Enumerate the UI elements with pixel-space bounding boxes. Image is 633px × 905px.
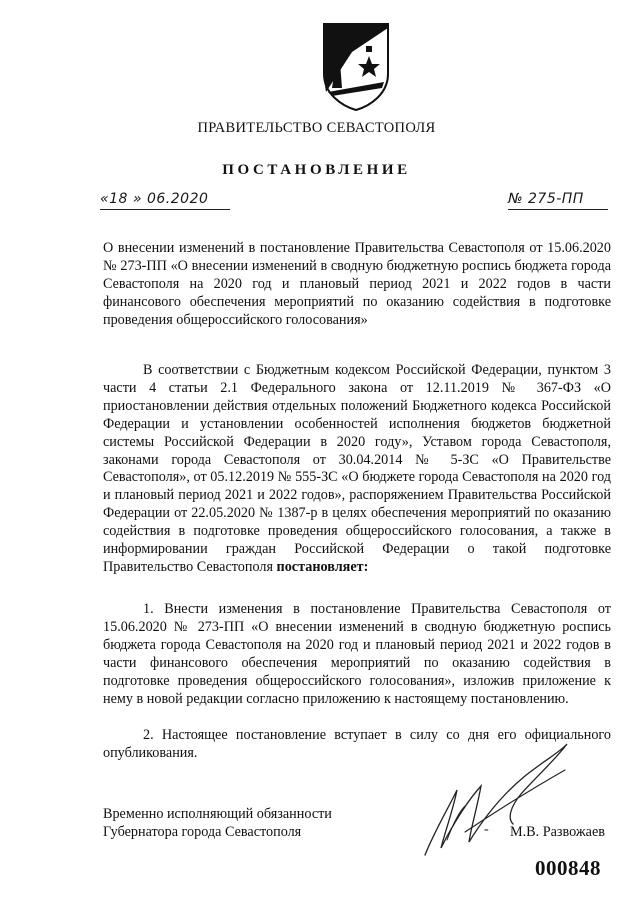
decree-item-1: 1. Внести изменения в постановление Правительства Севастополя от 15.06.2020 № 273-ПП «О внесении изменений в сводную бюджетную роспись бюджета города Севастополя на 2020 год и плановый период 2021 и 2022 годов в части финансового обеспечения мероприятий по оказанию содействия в подготовке проведения общероссийского голосования», изложив приложение к нему в новой редакции согласно приложению к настоящему постановлению. (103, 601, 611, 707)
serial-number: 000848 (535, 856, 601, 880)
handwritten-signature-icon (395, 720, 595, 870)
coat-of-arms-icon (322, 22, 390, 112)
decree-item-2: 2. Настоящее постановление вступает в силу со дня его официального опубликования. (103, 727, 611, 761)
decree-word: постановляет (276, 558, 364, 575)
preamble-text: В соответствии с Бюджетным кодексом Российской Федерации, пунктом 3 части 4 статьи 2.1 Федерального закона от 12.11.2019 № 367-ФЗ «О приостановлении действия отдельных положений Бюджетного кодекса Российской Федерации и установлении особенностей исполнения бюджетов бюджетной системы Российской Федерации в 2020 году», Уставом города Севастополя, законами города Севастополя от 30.04.2014 № 5-ЗС «О Правительстве Севастополя», от 05.12.2019 № 555-ЗС «О бюджете города Севастополя на 2020 год и плановый период 2021 и 2022 годов», распоряжением Правительства Российской Федерации от 22.05.2020 № 1387-р в целях обеспечения мероприятий по оказанию содействия в подготовке проведения общероссийского голосования, а также в информировании граждан Российской Федерации о такой подготовке Правительство Севастополя (103, 362, 611, 575)
signatory-name: М.В. Развожаев (510, 824, 605, 840)
issuer-name: ПРАВИТЕЛЬСТВО СЕВАСТОПОЛЯ (197, 120, 436, 136)
document-date: «18 » 06.2020 (100, 191, 209, 207)
decree-punctuation: : (363, 558, 369, 575)
signatory-title-line-1: Временно исполняющий обязанности (103, 806, 332, 822)
document-number-field (508, 190, 608, 210)
document-type: ПОСТАНОВЛЕНИЕ (222, 162, 411, 178)
signature-dash: - (484, 822, 489, 837)
preamble-paragraph (103, 362, 611, 577)
signatory-title-line-2: Губернатора города Севастополя (103, 823, 302, 840)
signatory-title (103, 806, 332, 842)
document-number: № 275-ПП (508, 191, 584, 207)
document-subject: О внесении изменений в постановление Правительства Севастополя от 15.06.2020 № 273-ПП «О внесении изменений в сводную бюджетную роспись бюджета города Севастополя на 2020 год и плановый период 2021 и 2022 годов в части финансового обеспечения мероприятий по оказанию содействия в подготовке проведения общероссийского голосования» (103, 240, 611, 328)
document-date-field (100, 190, 230, 210)
